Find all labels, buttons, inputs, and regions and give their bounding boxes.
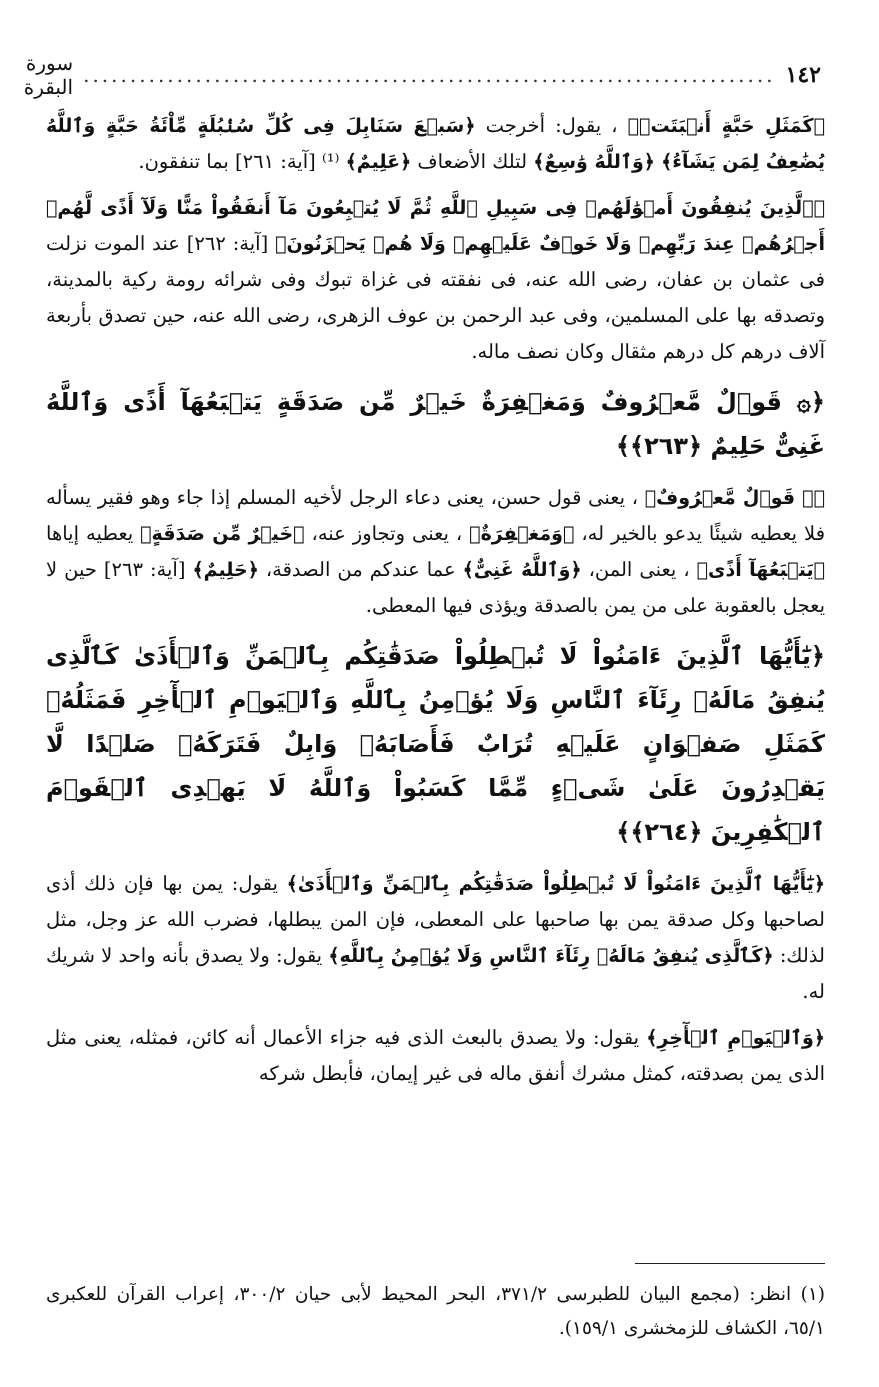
- page-header: [23, 51, 821, 99]
- quran-quote: ﴿۞ قَوۡلٌ مَّعۡرُوفٌ﴾: [644, 487, 825, 509]
- paragraph-tafsir-263: [46, 480, 825, 624]
- commentary-text: ، يقول: أخرجت: [475, 114, 628, 137]
- footnote-separator: [635, 1263, 825, 1264]
- quran-quote: ﴿كَٱلَّذِى يُنفِقُ مَالَهُۥ رِئَآءَ ٱلنَّاسِ وَلَا يُؤۡمِنُ بِٱللَّهِ﴾: [328, 945, 774, 967]
- commentary-text: لتلك الأضعاف: [411, 150, 534, 173]
- surah-title: سورة البقرة: [23, 51, 74, 99]
- paragraph-tafsir-261: [46, 108, 825, 180]
- quran-quote: ﴿عَلِيمٌ﴾: [345, 151, 412, 173]
- paragraph-tafsir-264: [46, 866, 825, 1010]
- paragraph-tafsir-264-cont: [46, 1020, 825, 1092]
- quran-quote: ﴿ٱلَّذِينَ يُنفِقُونَ أَمۡوَٰلَهُمۡ فِى سَبِيلِ ٱللَّهِ ثُمَّ لَا يُتۡبِعُونَ مَآ أَنفَقُواْ مَنًّا وَلَآ أَذًى لَّهُمۡ أَجۡرُهُمۡ عِندَ رَبِّهِمۡ وَلَا خَوۡفٌ عَلَيۡهِمۡ وَلَا هُمۡ يَحۡزَنُونَ﴾: [46, 197, 825, 255]
- commentary-text: ، يعنى المن،: [581, 558, 697, 581]
- commentary-text: [آية: ٢٦٣] حين لا يعجل بالعقوبة على من يمن بالصدقة ويؤذى فيها المعطى.: [46, 558, 825, 617]
- verse-264: ﴿يَٰٓأَيُّهَا ٱلَّذِينَ ءَامَنُواْ لَا تُبۡطِلُواْ صَدَقَٰتِكُم بِٱلۡمَنِّ وَٱلۡأَذَىٰ كَٱلَّذِى يُنفِقُ مَالَهُۥ رِئَآءَ ٱلنَّاسِ وَلَا يُؤۡمِنُ بِٱللَّهِ وَٱلۡيَوۡمِ ٱلۡأٓخِرِ فَمَثَلُهُۥ كَمَثَلِ صَفۡوَانٍ عَلَيۡهِ تُرَابٌ فَأَصَابَهُۥ وَابِلٌ فَتَرَكَهُۥ صَلۡدًا لَّا يَقۡدِرُونَ عَلَىٰ شَىۡءٍ مِّمَّا كَسَبُواْ وَٱللَّهُ لَا يَهۡدِى ٱلۡقَوۡمَ ٱلۡكَٰفِرِينَ ﴿٢٦٤﴾﴾: [46, 642, 825, 846]
- footnote: (١) انظر: (مجمع البيان للطبرسى ٣٧١/٢، البحر المحيط لأبى حيان ٣٠٠/٢، إعراب القرآن للعكبرى ٦٥/١، الكشاف للزمخشرى ١٥٩/١).: [46, 1284, 825, 1339]
- verse-263: ﴿۞ قَوۡلٌ مَّعۡرُوفٌ وَمَغۡفِرَةٌ خَيۡرٌ مِّن صَدَقَةٍ يَتۡبَعُهَآ أَذًى وَٱللَّهُ غَنِىٌّ حَلِيمٌ ﴿٢٦٣﴾﴾: [46, 388, 825, 460]
- commentary-text: عما عندكم من الصدقة،: [258, 558, 463, 581]
- commentary-text: يقول: ولا يصدق بأنه واحد لا شريك له.: [46, 944, 825, 1003]
- paragraph-tafsir-262: [46, 190, 825, 370]
- quran-quote: ﴿يَتۡبَعُهَآ أَذًى﴾: [696, 559, 825, 581]
- commentary-text: يقول: يمن بها فإن ذلك أذى لصاحبها وكل صدقة يمن بها صاحبها على المعطى، فإن المن يبطلها، فضرب الله عز وجل، مثل لذلك:: [46, 872, 825, 967]
- quran-quote: ﴿خَيۡرٌ مِّن صَدَقَةٍ﴾: [140, 523, 305, 545]
- page-number: ١٤٢: [785, 62, 821, 88]
- commentary-text: ⁽¹⁾ [آية: ٢٦١] بما تنفقون.: [138, 150, 346, 173]
- commentary-text: ، يعنى وتجاوز عنه،: [304, 522, 470, 545]
- quran-quote: ﴿يَٰٓأَيُّهَا ٱلَّذِينَ ءَامَنُواْ لَا تُبۡطِلُواْ صَدَقَٰتِكُم بِٱلۡمَنِّ وَٱلۡأَذَىٰ﴾: [286, 873, 825, 895]
- quran-quote: ﴿وَمَغۡفِرَةٌ﴾: [469, 523, 575, 545]
- quran-quote: ﴿حَلِيمٌ﴾: [192, 559, 259, 581]
- quran-quote: ﴿كَمَثَلِ حَبَّةٍ أَنۢبَتَتۡ﴾: [627, 115, 825, 137]
- commentary-text: يقول: ولا يصدق بالبعث الذى فيه جزاء الأعمال أنه كائن، فمثله، يعنى مثل الذى يمن بصدقته، كمثل مشرك أنفق ماله فى غير إيمان، فأبطل شركه: [46, 1026, 825, 1085]
- quran-quote: ﴿وَٱللَّهُ غَنِىٌّ﴾: [462, 559, 582, 581]
- commentary-text: ، يعنى قول حسن، يعنى دعاء الرجل لأخيه المسلم إذا جاء وهو فقير يسأله فلا يعطيه شيئًا يدعو بالخير له،: [46, 486, 826, 545]
- quran-quote: ﴿وَٱللَّهُ وَٰسِعٌ﴾: [533, 151, 655, 173]
- page-body: [46, 108, 825, 1102]
- commentary-text: [آية: ٢٦٢] عند الموت نزلت فى عثمان بن عفان، رضى الله عنه، فى نفقته فى غزاة تبوك وفى شرائه رومة ركية بالمدينة، وتصدقه بها على المسلمين، وفى عبد الرحمن بن عوف الزهرى، رضى الله عنه، حين تصدق بأربعة آلاف درهم كل درهم مثقال وكان نصف ماله.: [46, 232, 825, 363]
- quran-quote: ﴿وَٱلۡيَوۡمِ ٱلۡأٓخِرِ﴾: [646, 1027, 825, 1049]
- header-dot-leader: ..........................................................................: [83, 63, 776, 87]
- quran-quote: ﴿سَبۡعَ سَنَابِلَ فِى كُلِّ سُنۢبُلَةٍ مِّاْئَةُ حَبَّةٍ وَٱللَّهُ يُضَٰعِفُ لِمَن يَشَآءُ﴾: [46, 115, 825, 173]
- commentary-text: يعطيه إياها: [46, 522, 141, 545]
